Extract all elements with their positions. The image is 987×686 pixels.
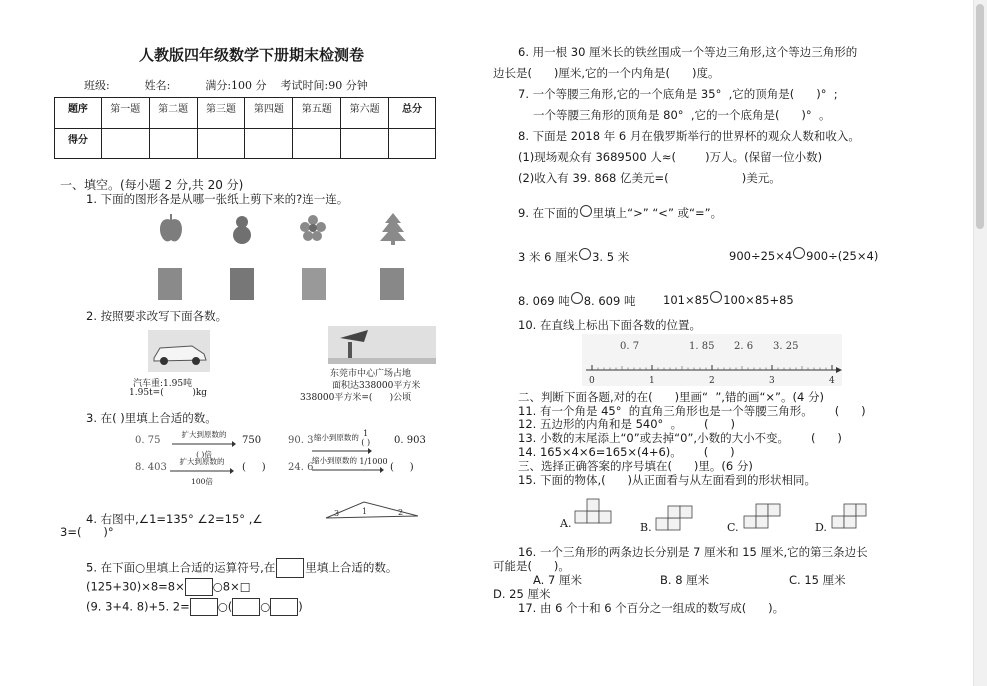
q3-d-right: ( ) (390, 462, 414, 473)
q16-option-a: A. 7 厘米 (533, 573, 582, 587)
table-cell: 第四题 (245, 98, 293, 129)
number-line-tick-label: 4 (829, 376, 835, 386)
q9-c-right: 8. 609 吨 (583, 294, 636, 308)
question-1: 1. 下面的图形各是从哪一张纸上剪下来的?连一连。 (86, 192, 349, 206)
question-11: 11. 有一个角是 45° 的直角三角形也是一个等腰三角形。 ( ) (518, 404, 866, 418)
question-5-tail: 里填上合适的数。 (305, 560, 398, 575)
table-cell: 第三题 (197, 98, 245, 129)
cube-stack-c-icon (740, 496, 786, 532)
score-table (54, 97, 436, 159)
number-line-ticks (589, 365, 835, 386)
question-9-tail: 里填上“>” “<” 或“=”。 (592, 206, 723, 220)
compare-circle[interactable] (710, 291, 722, 303)
number-line-value-label: 3. 25 (773, 341, 799, 352)
q5-expression-a: (125+30)×8=8× (86, 579, 185, 594)
q3-d-arrow (312, 455, 388, 475)
flower-shape-icon (299, 214, 327, 242)
q16-option-c: C. 15 厘米 (789, 573, 846, 587)
q3-b-right: 0. 903 (394, 435, 426, 446)
q5-expression-f: ) (298, 599, 303, 614)
score-input-cell[interactable] (293, 129, 341, 159)
car-caption-2: 1.95t=( )kg (129, 388, 208, 398)
q9-d-right: 100×85+85 (723, 293, 794, 307)
option-b-label: B. (640, 521, 652, 534)
answer-box[interactable] (190, 598, 218, 616)
compare-circle[interactable] (793, 247, 805, 259)
question-3: 3. 在( )里填上合适的数。 (86, 411, 217, 425)
q9-b-left: 900÷25×4 (729, 249, 793, 263)
question-5-line1 (86, 578, 251, 596)
score-input-cell[interactable] (197, 129, 245, 159)
q3-c-left: 8. 403 (135, 462, 167, 473)
section-2-heading: 二、判断下面各题,对的在( )里画“ ”,错的画“×”。(4 分) (518, 390, 824, 404)
arrow-right-icon (172, 441, 236, 447)
score-input-cell[interactable] (389, 129, 436, 159)
number-line-value-label: 0. 7 (620, 341, 640, 352)
score-input-cell[interactable] (341, 129, 389, 159)
question-9 (518, 205, 722, 221)
table-cell: 第二题 (149, 98, 197, 129)
q3-b-top: 缩小到原数的 (313, 433, 359, 442)
table-cell: 第六题 (341, 98, 389, 129)
answer-box[interactable] (276, 558, 304, 578)
plaza-photo (328, 326, 436, 364)
angle-label-3: 3 (334, 509, 340, 518)
table-cell: 总分 (389, 98, 436, 129)
section-1-heading: 一、填空。(每小题 2 分,共 20 分) (60, 178, 244, 192)
folded-paper-shape-4 (380, 268, 404, 300)
q9-item-b (729, 249, 878, 263)
q3-d-top: 缩小到原数的 (312, 456, 357, 465)
question-5-text: 5. 在下面○里填上合适的运算符号,在 (86, 560, 276, 575)
folded-paper-shape-3 (302, 268, 326, 300)
q9-item-c (518, 293, 635, 309)
question-10: 10. 在直线上标出下面各数的位置。 (518, 318, 701, 332)
q5-expression-c: (9. 3+4. 8)+5. 2= (86, 599, 190, 614)
arrow-right-icon (170, 468, 234, 474)
q9-item-d (663, 293, 794, 307)
q9-a-right: 3. 5 米 (592, 250, 630, 264)
q3-c-arrow (170, 456, 234, 487)
compare-circle[interactable] (571, 292, 583, 304)
question-2: 2. 按照要求改写下面各数。 (86, 309, 228, 323)
question-9-text: 9. 在下面的 (518, 206, 579, 220)
question-7-line1: 7. 一个等腰三角形,它的一个底角是 35° ,它的顶角是( )° ; (518, 87, 838, 101)
arrow-right-icon (312, 448, 372, 454)
q5-expression-e: ○ (260, 599, 271, 614)
table-cell: 第一题 (101, 98, 149, 129)
q3-b-left: 90. 3 (288, 435, 314, 446)
number-line-value-label: 2. 6 (734, 341, 754, 352)
number-line-value-label: 1. 85 (689, 341, 715, 352)
q5-expression-b: ○8×□ (212, 579, 251, 594)
score-table-header-row (55, 98, 436, 129)
number-line-values (620, 341, 798, 352)
q3-c-bottom: 100倍 (191, 477, 213, 486)
folded-paper-shape-2 (230, 268, 254, 300)
question-6-line2: 边长是( )厘米,它的一个内角是( )度。 (493, 66, 720, 80)
question-4-line2: 3=( )° (60, 525, 114, 539)
cube-stack-d-icon (828, 496, 870, 532)
table-cell: 得分 (55, 129, 102, 159)
number-line-tick-label: 3 (769, 376, 775, 386)
section-3-heading: 三、选择正确答案的序号填在( )里。(6 分) (518, 459, 753, 473)
option-a-label: A. (560, 517, 572, 530)
plaza-caption-3: 338000平方米=( )公顷 (300, 393, 412, 403)
question-7-line2: 一个等腰三角形的顶角是 80° ,它的一个底角是( )° 。 (533, 108, 831, 122)
question-8-line2: (1)现场观众有 3689500 人≈( )万人。(保留一位小数) (518, 150, 823, 164)
question-14: 14. 165×4×6=165×(4+6)。 ( ) (518, 445, 735, 459)
car-photo (148, 330, 210, 372)
answer-box[interactable] (270, 598, 298, 616)
arrow-right-icon (312, 467, 384, 473)
q3-a-right: 750 (242, 435, 262, 446)
number-line-tick-label: 2 (709, 376, 715, 386)
q9-d-left: 101×85 (663, 293, 710, 307)
question-16-line1: 16. 一个三角形的两条边长分别是 7 厘米和 15 厘米,它的第三条边长 (518, 545, 868, 559)
question-13: 13. 小数的末尾添上“0”或去掉“0”,小数的大小不变。 ( ) (518, 431, 842, 445)
exam-info: 班级: 姓名: 满分:100 分 考试时间:90 分钟 (84, 79, 368, 92)
q5-expression-d: ○( (217, 599, 233, 614)
question-8-line3: (2)收入有 39. 868 亿美元=( )美元。 (518, 171, 781, 185)
angle-label-1: 1 (362, 507, 368, 516)
question-16-line2: 可能是( )。 (493, 559, 570, 573)
q16-option-b: B. 8 厘米 (660, 573, 710, 587)
score-table-score-row (55, 129, 436, 159)
q9-b-right: 900÷(25×4) (806, 249, 879, 263)
option-c-label: C. (727, 521, 739, 534)
blank-circle-icon (580, 205, 592, 217)
q3-c-top: 扩大到原数的 (179, 457, 225, 466)
q3-a-bottom: ( )倍 (196, 450, 212, 459)
q3-b-fraction: 1 ( ) (361, 429, 371, 447)
q3-d-left: 24. 6 (288, 462, 314, 473)
number-line (580, 334, 846, 388)
cube-stack-a-icon (573, 497, 613, 531)
number-line-tick-label: 1 (649, 376, 655, 386)
folded-paper-shape-1 (158, 268, 182, 300)
car-caption-1: 汽车重:1.95吨 (133, 379, 193, 389)
angle-label-2: 2 (398, 508, 404, 517)
score-input-cell[interactable] (245, 129, 293, 159)
plaza-caption-1: 东莞市中心广场占地 (330, 369, 412, 379)
q9-a-left: 3 米 6 厘米 (518, 250, 579, 264)
tree-shape-icon (379, 213, 407, 245)
q3-c-right: ( ) (242, 462, 266, 473)
score-input-cell[interactable] (101, 129, 149, 159)
page-title: 人教版四年级数学下册期末检测卷 (139, 46, 365, 64)
question-15: 15. 下面的物体,( )从正面看与从左面看到的形状相同。 (518, 473, 817, 487)
gourd-shape-icon (229, 213, 255, 245)
q3-a-left: 0. 75 (135, 435, 161, 446)
plaza-caption-2: 面积达338000平方米 (332, 381, 421, 391)
q9-c-left: 8. 069 吨 (518, 294, 570, 308)
car-icon (148, 330, 210, 372)
score-input-cell[interactable] (149, 129, 197, 159)
question-12: 12. 五边形的内角和是 540° 。 ( ) (518, 417, 735, 431)
table-cell: 题序 (55, 98, 102, 129)
option-d-label: D. (815, 521, 827, 534)
table-cell: 第五题 (293, 98, 341, 129)
question-17: 17. 由 6 个十和 6 个百分之一组成的数写成( )。 (518, 601, 785, 615)
answer-box[interactable] (185, 578, 213, 596)
apple-shape-icon (157, 214, 185, 244)
question-6-line1: 6. 用一根 30 厘米长的铁丝围成一个等边三角形,这个等边三角形的 (518, 45, 858, 59)
q9-item-a (518, 249, 629, 265)
plaza-sculpture-icon (328, 326, 436, 364)
q3-a-top: 扩大到原数的 (181, 430, 227, 439)
question-5-line2 (86, 598, 303, 616)
q3-b-arrow (312, 429, 372, 456)
answer-box[interactable] (232, 598, 260, 616)
cube-stack-b-icon (652, 498, 700, 534)
question-4-line1: 4. 右图中,∠1=135° ∠2=15° ,∠ (86, 512, 263, 526)
question-8-line1: 8. 下面是 2018 年 6 月在俄罗斯举行的世界杯的观众人数和收入。 (518, 129, 860, 143)
q16-option-d: D. 25 厘米 (493, 587, 551, 601)
compare-circle[interactable] (579, 248, 591, 260)
question-5 (86, 558, 397, 578)
scrollbar-thumb[interactable] (976, 4, 984, 229)
number-line-tick-label: 0 (589, 376, 595, 386)
q3-d-fraction: 1/1000 (359, 456, 388, 466)
triangle-diagram (324, 500, 420, 520)
